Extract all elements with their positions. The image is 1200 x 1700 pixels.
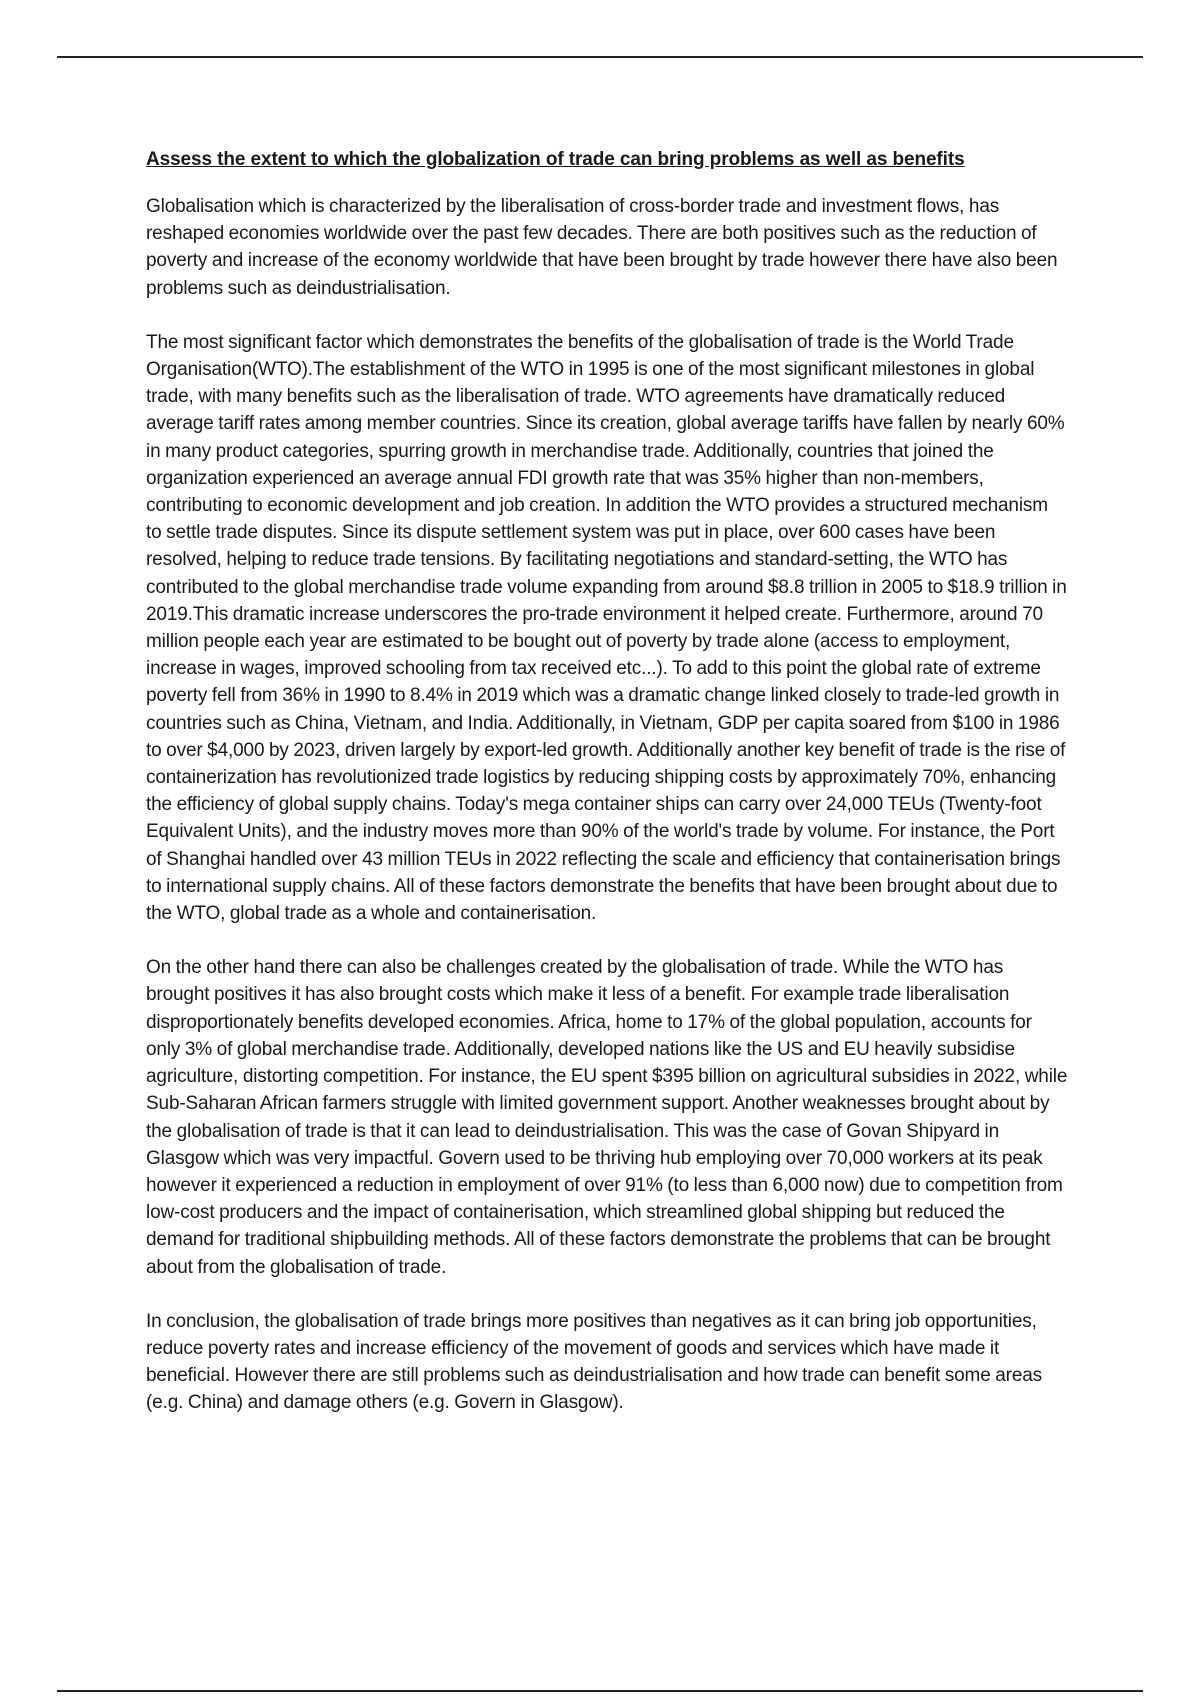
document-body (146, 146, 1068, 1444)
paragraph-challenges: On the other hand there can also be challenges created by the globalisation of trade. While the WTO has brought positives it has also brought costs which make it less of a benefit. For example trade liberalisation disproportionately benefits developed economies. Africa, home to 17% of the global population, accounts for only 3% of global merchandise trade. Additionally, developed nations like the US and EU heavily subsidise agriculture, distorting competition. For instance, the EU spent $395 billion on agricultural subsidies in 2022, while Sub-Saharan African farmers struggle with limited government support. Another weaknesses brought about by the globalisation of trade is that it can lead to deindustrialisation. This was the case of Govan Shipyard in Glasgow which was very impactful. Govern used to be thriving hub employing over 70,000 workers at its peak however it experienced a reduction in employment of over 91% (to less than 6,000 now) due to competition from low-cost producers and the impact of containerisation, which streamlined global shipping but reduced the demand for traditional shipbuilding methods. All of these factors demonstrate the problems that can be brought about from the globalisation of trade. (146, 957, 1068, 1278)
header-rule (57, 56, 1143, 58)
document-title: Assess the extent to which the globalization of trade can bring problems as well as benefits (146, 149, 965, 170)
paragraph-introduction: Globalisation which is characterized by the liberalisation of cross-border trade and investment flows, has reshaped economies worldwide over the past few decades. There are both positives such as the reduction of poverty and increase of the economy worldwide that have been brought by trade however there have also been problems such as deindustrialisation. (146, 196, 1058, 299)
paragraph-conclusion: In conclusion, the globalisation of trade brings more positives than negatives as it can bring job opportunities, reduce poverty rates and increase efficiency of the movement of goods and services which have made it beneficial. However there are still problems such as deindustrialisation and how trade can benefit some areas (e.g. China) and damage others (e.g. Govern in Glasgow). (146, 1310, 1043, 1414)
footer-rule (57, 1690, 1143, 1692)
paragraph-benefits: The most significant factor which demonstrates the benefits of the globalisation of trade is the World Trade Organisation(WTO).The establishment of the WTO in 1995 is one of the most significant milestones in global trade, with many benefits such as the liberalisation of trade. WTO agreements have dramatically reduced average tariff rates among member countries. Since its creation, global average tariffs have fallen by nearly 60% in many product categories, spurring growth in merchandise trade. Additionally, countries that joined the organization experienced an average annual FDI growth rate that was 35% higher than non-members, contributing to economic development and job creation. In addition the WTO provides a structured mechanism to settle trade disputes. Since its dispute settlement system was put in place, over 600 cases have been resolved, helping to reduce trade tensions. By facilitating negotiations and standard-setting, the WTO has contributed to the global merchandise trade volume expanding from around $8.8 trillion in 2005 to $18.9 trillion in 2019.This dramatic increase underscores the pro-trade environment it helped create. Furthermore, around 70 million people each year are estimated to be bought out of poverty by trade alone (access to employment, increase in wages, improved schooling from tax received etc...). To add to this point the global rate of extreme poverty fell from 36% in 1990 to 8.4% in 2019 which was a dramatic change linked closely to trade-led growth in countries such as China, Vietnam, and India. Additionally, in Vietnam, GDP per capita soared from $100 in 1986 to over $4,000 by 2023, driven largely by export-led growth. Additionally another key benefit of trade is the rise of containerization has revolutionized trade logistics by reducing shipping costs by approximately 70%, enhancing the efficiency of global supply chains. Today's mega container ships can carry over 24,000 TEUs (Twenty-foot Equivalent Units), and the industry moves more than 90% of the world's trade by volume. For instance, the Port of Shanghai handled over 43 million TEUs in 2022 reflecting the scale and efficiency that containerisation brings to international supply chains. All of these factors demonstrate the benefits that have been brought about due to the WTO, global trade as a whole and containerisation. (146, 331, 1067, 925)
